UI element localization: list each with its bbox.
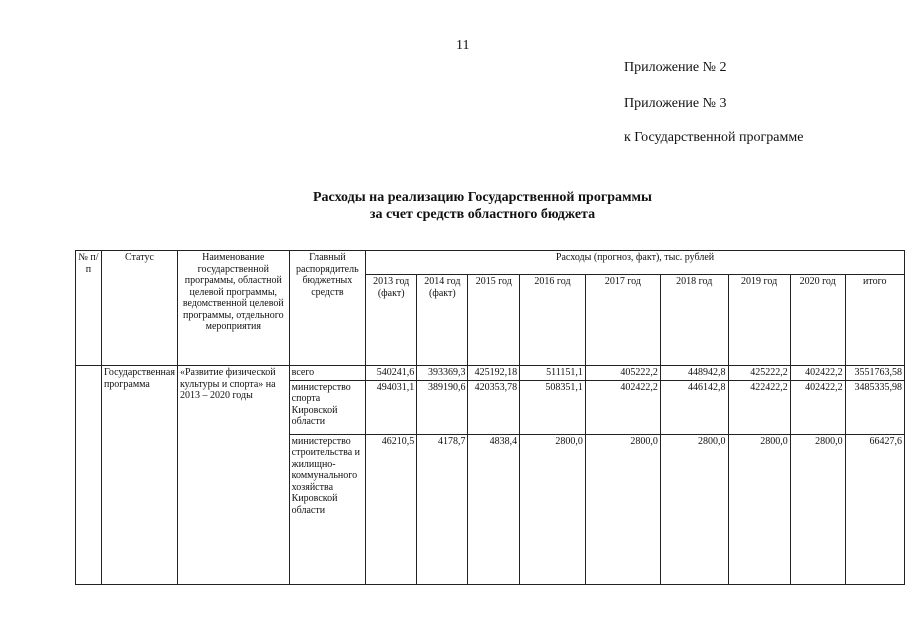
cell-value: 2800,0 (585, 434, 660, 584)
cell-value: 540241,6 (366, 366, 417, 381)
cell-value: 66427,6 (845, 434, 904, 584)
cell-num (76, 366, 102, 585)
cell-value: 402422,2 (790, 380, 845, 434)
cell-value: 2800,0 (790, 434, 845, 584)
cell-value: 393369,3 (417, 366, 468, 381)
header-manager: Главный распорядитель бюджетных средств (289, 251, 365, 366)
header-year-2019: 2019 год (728, 275, 790, 366)
cell-status: Государственная программа (101, 366, 177, 585)
cell-value: 4178,7 (417, 434, 468, 584)
header-year-2016: 2016 год (520, 275, 586, 366)
cell-manager: министерство строительства и жилищно-коммунального хозяйства Кировской области (289, 434, 365, 584)
cell-value: 2800,0 (660, 434, 728, 584)
header-row-1 (76, 251, 905, 275)
cell-value: 3551763,58 (845, 366, 904, 381)
cell-value: 389190,6 (417, 380, 468, 434)
cell-value: 425192,18 (468, 366, 520, 381)
cell-value: 511151,1 (520, 366, 586, 381)
appendix-line-1: Приложение № 2 (624, 60, 727, 75)
cell-value: 508351,1 (520, 380, 586, 434)
cell-value: 420353,78 (468, 380, 520, 434)
header-num: № п/п (76, 251, 102, 366)
header-year-2014: 2014 год (факт) (417, 275, 468, 366)
cell-value: 2800,0 (520, 434, 586, 584)
header-year-2020: 2020 год (790, 275, 845, 366)
expenses-table (75, 250, 905, 585)
cell-value: 402422,2 (585, 380, 660, 434)
header-year-2015: 2015 год (468, 275, 520, 366)
header-year-2017: 2017 год (585, 275, 660, 366)
cell-value: 2800,0 (728, 434, 790, 584)
page-number: 11 (456, 38, 470, 53)
cell-value: 448942,8 (660, 366, 728, 381)
table-row (76, 366, 905, 381)
cell-value: 402422,2 (790, 366, 845, 381)
cell-value: 422422,2 (728, 380, 790, 434)
cell-value: 4838,4 (468, 434, 520, 584)
document-title-line-1: Расходы на реализацию Государственной программы (313, 190, 652, 205)
header-status: Статус (101, 251, 177, 366)
cell-value: 425222,2 (728, 366, 790, 381)
cell-value: 446142,8 (660, 380, 728, 434)
appendix-line-3: к Государственной программе (624, 130, 804, 145)
header-year-2013: 2013 год (факт) (366, 275, 417, 366)
cell-value: 494031,1 (366, 380, 417, 434)
header-expenses: Расходы (прогноз, факт), тыс. рублей (366, 251, 905, 275)
cell-value: 405222,2 (585, 366, 660, 381)
document-title-line-2: за счет средств областного бюджета (369, 207, 596, 222)
cell-manager: всего (289, 366, 365, 381)
cell-manager: министерство спорта Кировской области (289, 380, 365, 434)
header-year-2018: 2018 год (660, 275, 728, 366)
header-total: итого (845, 275, 904, 366)
cell-program-name: «Развитие физической культуры и спорта» на 2013 – 2020 годы (177, 366, 289, 585)
cell-value: 3485335,98 (845, 380, 904, 434)
header-name: Наименование государственной программы, областной целевой программы, ведомственной целевой программы, отдельного мероприятия (177, 251, 289, 366)
appendix-line-2: Приложение № 3 (624, 96, 727, 111)
cell-value: 46210,5 (366, 434, 417, 584)
